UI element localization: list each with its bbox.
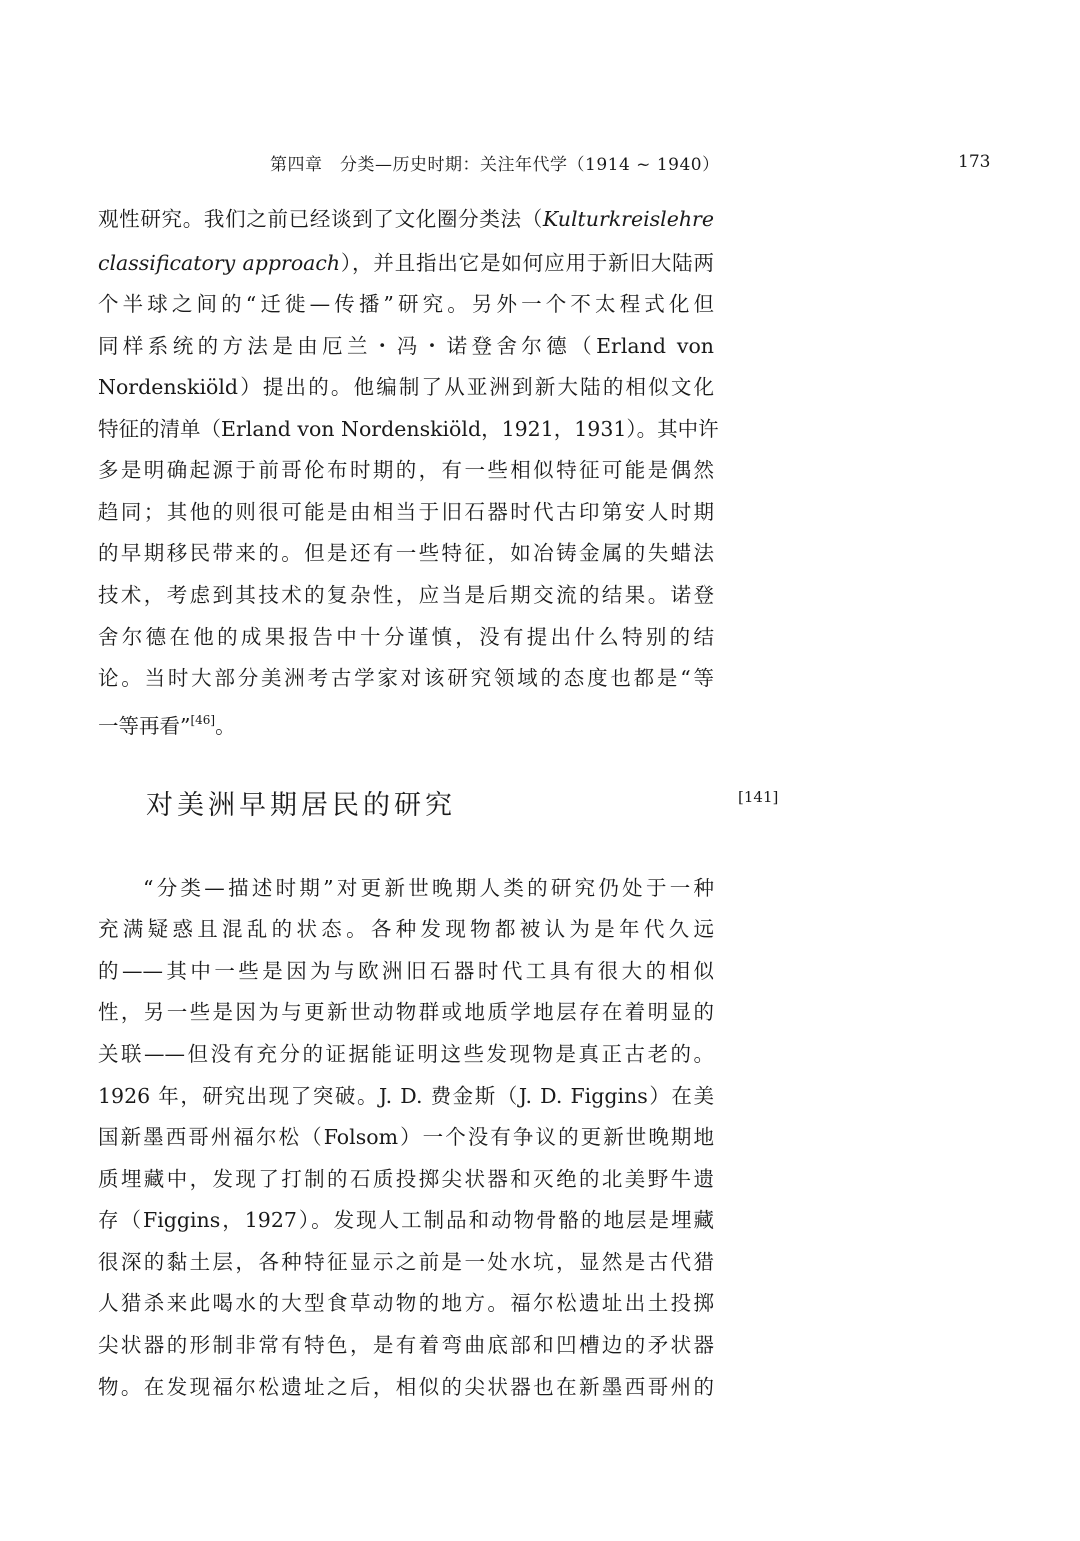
text-line: 的——其中一些是因为与欧洲旧石器时代工具有很大的相似: [98, 959, 714, 983]
text-line: 观性研究。我们之前已经谈到了文化圈分类法（Kulturkreislehre: [98, 207, 714, 231]
text-line: 存（Figgins，1927）。发现人工制品和动物骨骼的地层是埋藏: [98, 1208, 714, 1232]
italic-term: classificatory approach: [98, 251, 341, 275]
last-line-text: 一等再看”: [98, 714, 191, 738]
section-heading: 对美洲早期居民的研究: [146, 790, 456, 821]
text-line: 论。当时大部分美洲考古学家对该研究领域的态度也都是“等: [98, 666, 714, 690]
text-line: 物。在发现福尔松遗址之后，相似的尖状器也在新墨西哥州的: [98, 1375, 714, 1399]
text-line: 技术，考虑到其技术的复杂性，应当是后期交流的结果。诺登: [98, 583, 714, 607]
running-head: 第四章 分类—历史时期：关注年代学（1914 ~ 1940）: [270, 155, 720, 175]
margin-page-ref: [141]: [738, 788, 779, 806]
text-line: 的早期移民带来的。但是还有一些特征，如冶铸金属的失蜡法: [98, 541, 714, 565]
last-line-end: 。: [215, 714, 236, 738]
italic-term: Kulturkreislehre: [542, 207, 714, 231]
text-line: 很深的黏土层，各种特征显示之前是一处水坑，显然是古代猎: [98, 1250, 714, 1274]
text-line: 尖状器的形制非常有特色，是有着弯曲底部和凹槽边的矛状器: [98, 1333, 714, 1357]
text-line: 1926 年，研究出现了突破。J. D. 费金斯（J. D. Figgins）在美: [98, 1084, 714, 1108]
text-line: 质埋藏中，发现了打制的石质投掷尖状器和灭绝的北美野牛遗: [98, 1167, 714, 1191]
text-line: 个半球之间的“迁徙—传播”研究。另外一个不太程式化但: [98, 292, 714, 316]
text-line: 关联——但没有充分的证据能证明这些发现物是真正古老的。: [98, 1042, 714, 1066]
text-line: 国新墨西哥州福尔松（Folsom）一个没有争议的更新世晚期地: [98, 1125, 714, 1149]
text-line: 充满疑惑且混乱的状态。各种发现物都被认为是年代久远: [98, 917, 714, 941]
text-line: 性，另一些是因为与更新世动物群或地质学地层存在着明显的: [98, 1000, 714, 1024]
text-line: 特征的清单（Erland von Nordenskiöld，1921，1931）。其中许: [98, 417, 719, 441]
text-line: classificatory approach），并且指出它是如何应用于新旧大陆两: [98, 251, 714, 275]
footnote-ref: [46]: [190, 713, 216, 727]
text-line: Nordenskiöld）提出的。他编制了从亚洲到新大陆的相似文化: [98, 375, 714, 399]
page-number: 173: [958, 152, 991, 172]
text-line-last: [98, 703, 714, 737]
text-line: “分类—描述时期”对更新世晚期人类的研究仍处于一种: [143, 876, 714, 900]
text-line: 人猎杀来此喝水的大型食草动物的地方。福尔松遗址出土投掷: [98, 1291, 714, 1315]
text-line: 同样系统的方法是由厄兰・冯・诺登舍尔德（Erland von: [98, 334, 714, 358]
text-line: 舍尔德在他的成果报告中十分谨慎，没有提出什么特别的结: [98, 625, 714, 649]
text-line: 趋同；其他的则很可能是由相当于旧石器时代古印第安人时期: [98, 500, 714, 524]
text-line: 多是明确起源于前哥伦布时期的，有一些相似特征可能是偶然: [98, 458, 714, 482]
